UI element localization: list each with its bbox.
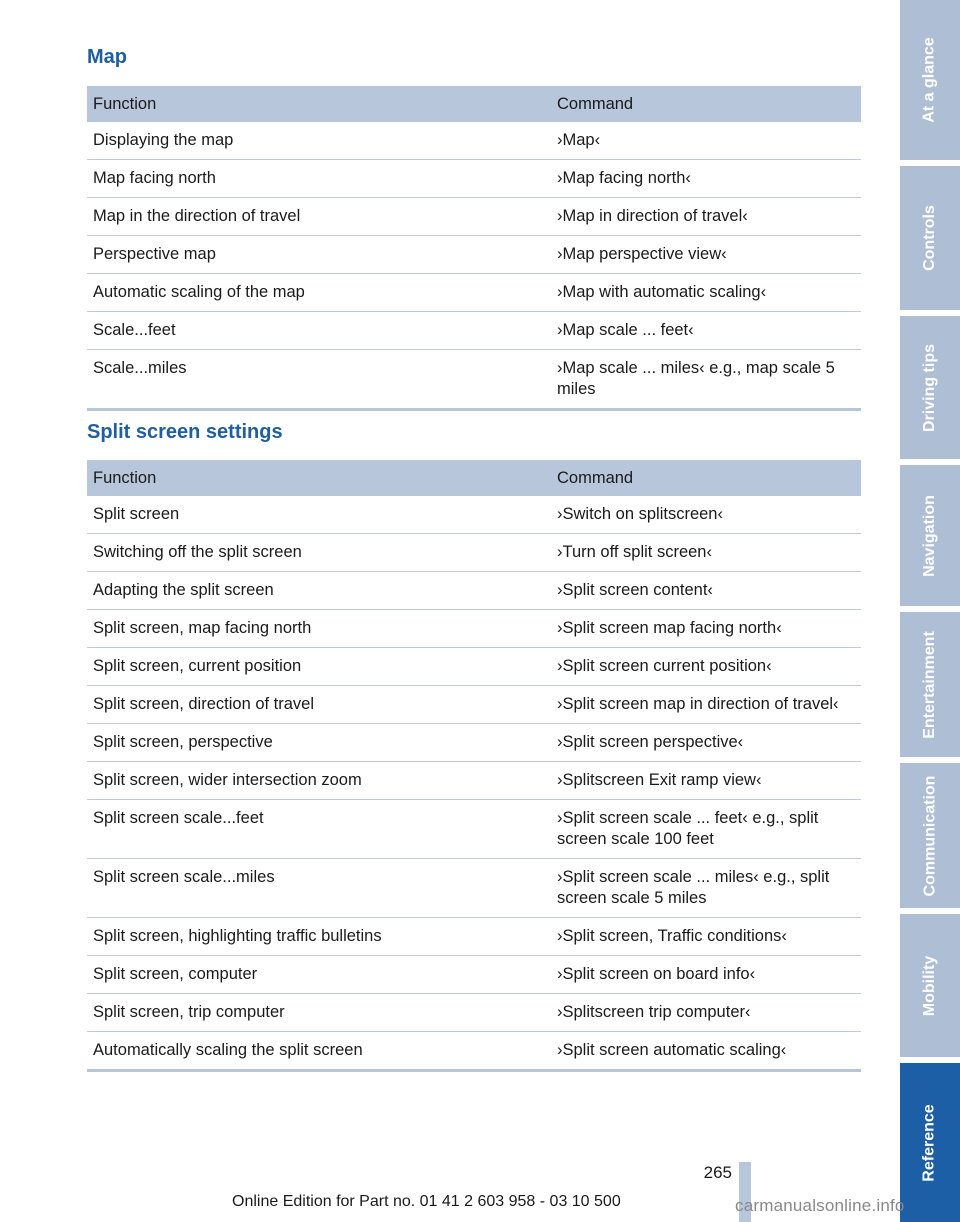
command-cell: ›Split screen perspective‹ [551,724,861,762]
command-cell: ›Map scale ... feet‹ [551,312,861,350]
function-cell: Split screen [87,496,551,534]
function-cell: Split screen, wider intersection zoom [87,762,551,800]
function-cell: Map in the direction of travel [87,198,551,236]
function-cell: Split screen scale...miles [87,859,551,918]
function-cell: Automatic scaling of the map [87,274,551,312]
table-row [87,800,861,859]
table-row [87,859,861,918]
command-cell: ›Split screen current position‹ [551,648,861,686]
table-header-row [87,460,861,496]
function-cell: Switching off the split screen [87,534,551,572]
function-cell: Split screen, direction of travel [87,686,551,724]
split-screen-commands-table [87,460,861,1072]
column-header-function: Function [87,460,551,496]
sidebar-tab-label: At a glance [921,37,939,123]
sidebar-tab-reference[interactable] [900,1063,960,1222]
table-row [87,496,861,534]
table-row [87,350,861,410]
function-cell: Split screen, map facing north [87,610,551,648]
table-row [87,160,861,198]
function-cell: Scale...miles [87,350,551,410]
command-cell: ›Splitscreen Exit ramp view‹ [551,762,861,800]
table-row [87,1032,861,1071]
chapter-sidebar [900,0,960,1222]
command-cell: ›Splitscreen trip computer‹ [551,994,861,1032]
table-row [87,686,861,724]
function-cell: Adapting the split screen [87,572,551,610]
page-number: 265 [703,1163,732,1182]
function-cell: Perspective map [87,236,551,274]
section-heading-split-screen: Split screen settings [87,421,283,443]
split-table-body [87,496,861,1071]
table-row [87,312,861,350]
sidebar-tab-communication[interactable] [900,763,960,908]
column-header-command: Command [551,460,861,496]
command-cell: ›Map facing north‹ [551,160,861,198]
command-cell: ›Split screen scale ... feet‹ e.g., split screen scale 100 feet [551,800,861,859]
table-row [87,274,861,312]
function-cell: Displaying the map [87,122,551,160]
command-cell: ›Split screen on board info‹ [551,956,861,994]
command-cell: ›Split screen scale ... miles‹ e.g., split screen scale 5 miles [551,859,861,918]
footer-edition: Online Edition for Part no. 01 41 2 603 958 - 03 10 500 [232,1193,621,1210]
command-cell: ›Map‹ [551,122,861,160]
function-cell: Map facing north [87,160,551,198]
sidebar-tab-mobility[interactable] [900,914,960,1057]
sidebar-tab-label: Navigation [921,494,939,577]
command-cell: ›Turn off split screen‹ [551,534,861,572]
table-row [87,724,861,762]
command-cell: ›Split screen map facing north‹ [551,610,861,648]
table-row [87,762,861,800]
sidebar-tab-label: Reference [921,1103,938,1182]
function-cell: Scale...feet [87,312,551,350]
column-header-command: Command [551,86,861,122]
function-cell: Split screen, current position [87,648,551,686]
function-cell: Automatically scaling the split screen [87,1032,551,1071]
table-row [87,610,861,648]
map-commands-table [87,86,861,411]
command-cell: ›Split screen, Traffic conditions‹ [551,918,861,956]
function-cell: Split screen, highlighting traffic bulletins [87,918,551,956]
sidebar-tab-driving-tips[interactable] [900,316,960,459]
sidebar-tab-label: Controls [921,205,938,271]
table-row [87,122,861,160]
table-header-row [87,86,861,122]
function-cell: Split screen, trip computer [87,994,551,1032]
table-row [87,648,861,686]
map-table-body [87,122,861,410]
sidebar-tab-label: Entertainment [921,630,939,739]
command-cell: ›Map scale ... miles‹ e.g., map scale 5 miles [551,350,861,410]
table-row [87,956,861,994]
sidebar-tab-label: Mobility [921,955,938,1016]
watermark: carmanualsonline.info [735,1196,905,1215]
command-cell: ›Map with automatic scaling‹ [551,274,861,312]
table-row [87,918,861,956]
command-cell: ›Switch on splitscreen‹ [551,496,861,534]
section-heading-map: Map [87,46,127,68]
command-cell: ›Map in direction of travel‹ [551,198,861,236]
sidebar-tab-entertainment[interactable] [900,612,960,757]
command-cell: ›Split screen automatic scaling‹ [551,1032,861,1071]
function-cell: Split screen scale...feet [87,800,551,859]
column-header-function: Function [87,86,551,122]
function-cell: Split screen, computer [87,956,551,994]
table-row [87,236,861,274]
command-cell: ›Map perspective view‹ [551,236,861,274]
sidebar-tab-label: Communication [921,775,939,896]
sidebar-tab-label: Driving tips [921,343,939,432]
table-row [87,572,861,610]
table-row [87,198,861,236]
command-cell: ›Split screen content‹ [551,572,861,610]
sidebar-tab-at-a-glance[interactable] [900,0,960,160]
function-cell: Split screen, perspective [87,724,551,762]
sidebar-tab-controls[interactable] [900,166,960,310]
sidebar-tab-navigation[interactable] [900,465,960,606]
table-row [87,994,861,1032]
command-cell: ›Split screen map in direction of travel‹ [551,686,861,724]
table-row [87,534,861,572]
